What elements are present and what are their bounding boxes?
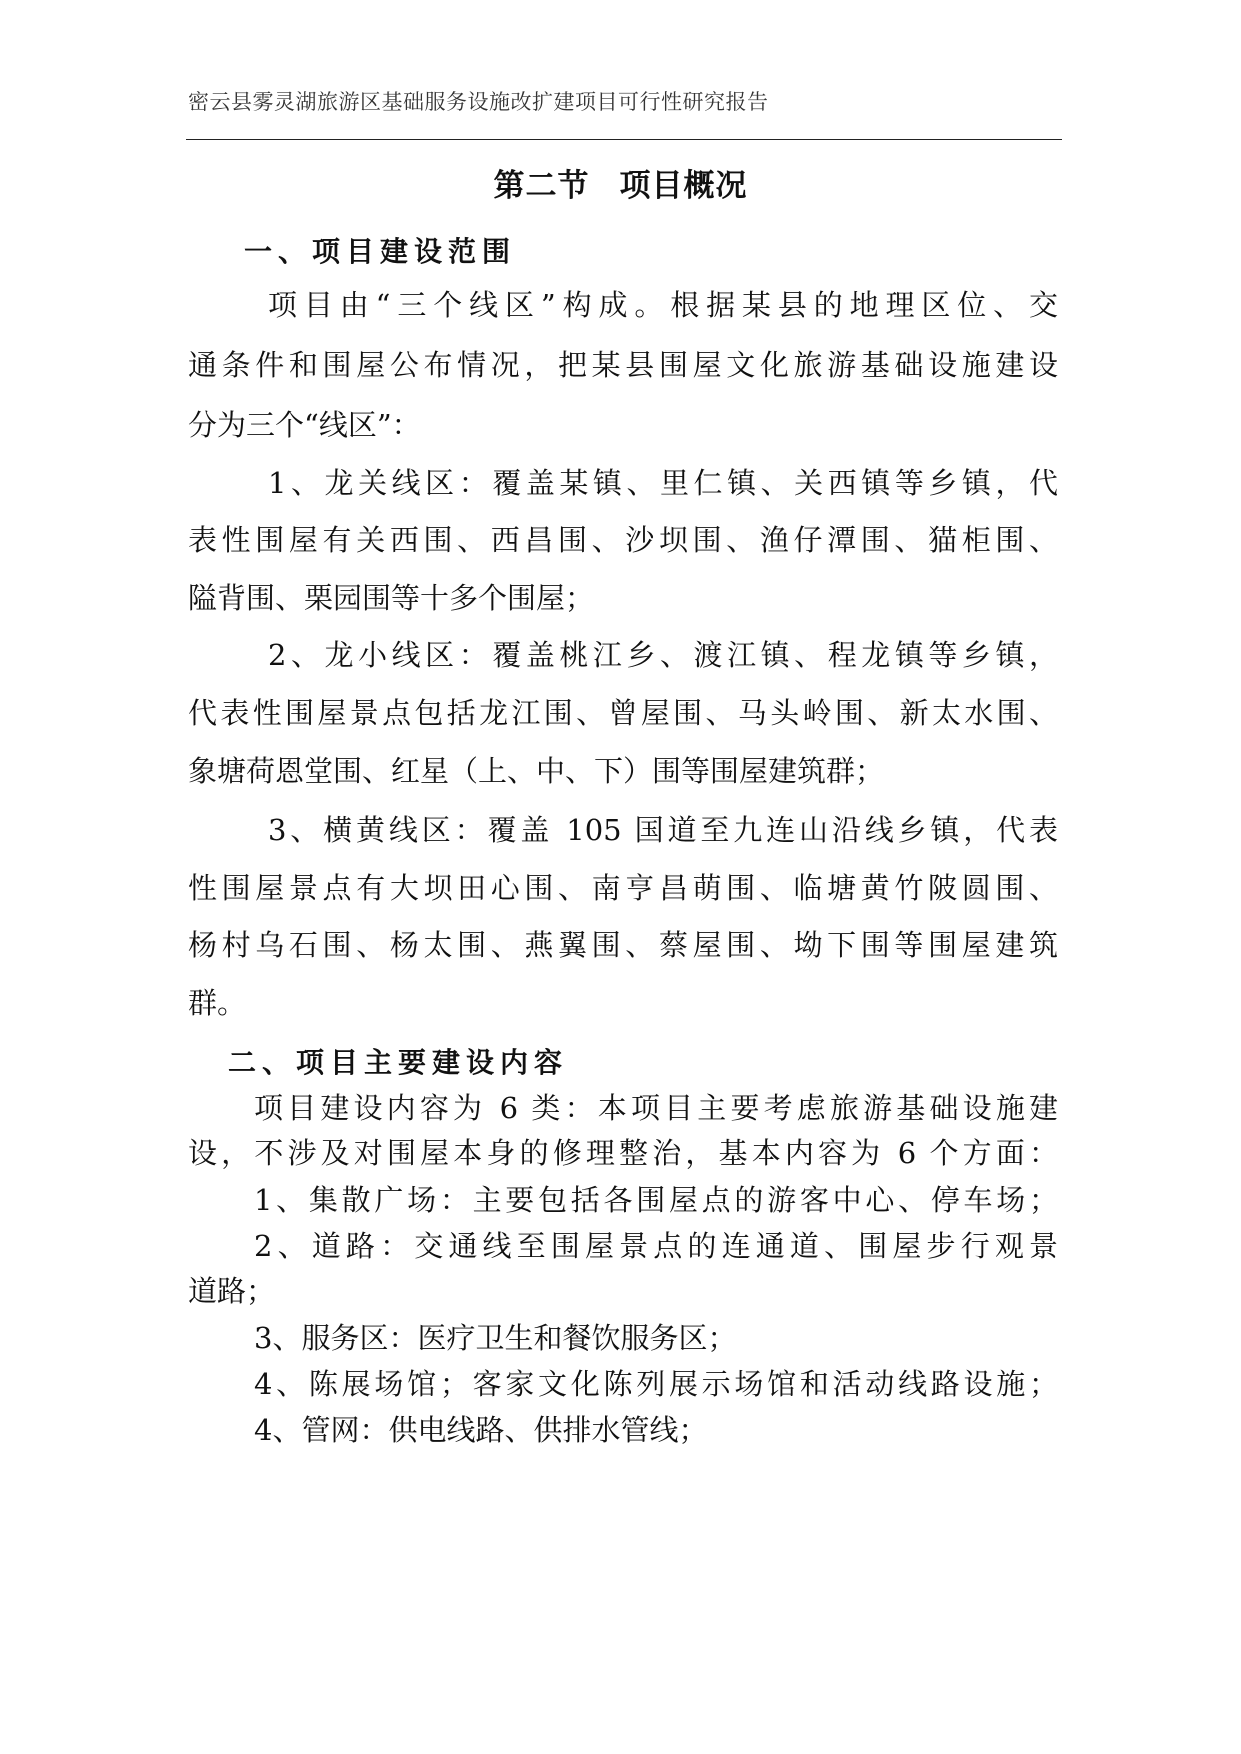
heading-construction-scope: 一、项目建设范围 xyxy=(244,235,517,268)
list-item-line: 群。 xyxy=(188,986,247,1020)
section-title xyxy=(0,160,1241,205)
list-item-line: 象塘荷恩堂围、红星（上、中、下）围等围屋建筑群； xyxy=(188,754,885,788)
list-item-line: 1、集散广场：主要包括各围屋点的游客中心、停车场； xyxy=(254,1183,1058,1217)
paragraph-line: 设，不涉及对围屋本身的修理整治，基本内容为 6 个方面： xyxy=(188,1136,1058,1170)
header-divider xyxy=(186,139,1062,140)
paragraph-line: 项目由“三个线区”构成。根据某县的地理区位、交 xyxy=(268,288,1058,322)
running-header: 密云县雾灵湖旅游区基础服务设施改扩建项目可行性研究报告 xyxy=(188,90,769,114)
list-item-line: 代表性围屋景点包括龙江围、曾屋围、马头岭围、新太水围、 xyxy=(188,696,1058,730)
list-item-line: 2、龙小线区：覆盖桃江乡、渡江镇、程龙镇等乡镇， xyxy=(268,638,1058,672)
list-item-line: 2、道路：交通线至围屋景点的连通道、围屋步行观景 xyxy=(254,1229,1058,1263)
list-item-line: 表性围屋有关西围、西昌围、沙坝围、渔仔潭围、猫柜围、 xyxy=(188,523,1058,557)
section-name: 项目概况 xyxy=(619,168,748,204)
section-number: 第二节 xyxy=(493,168,590,204)
list-item-line: 3、服务区：医疗卫生和餐饮服务区； xyxy=(254,1321,737,1355)
heading-main-content: 二、项目主要建设内容 xyxy=(228,1046,569,1079)
list-item-line: 3、横黄线区：覆盖 105 国道至九连山沿线乡镇，代表 xyxy=(268,813,1058,847)
list-item-line: 1、龙关线区：覆盖某镇、里仁镇、关西镇等乡镇，代 xyxy=(268,466,1058,500)
list-item-line: 道路； xyxy=(188,1274,276,1308)
list-item-line: 4、陈展场馆；客家文化陈列展示场馆和活动线路设施； xyxy=(254,1367,1058,1401)
paragraph-line: 项目建设内容为 6 类：本项目主要考虑旅游基础设施建 xyxy=(254,1091,1058,1125)
list-item-line: 杨村乌石围、杨太围、燕翼围、蔡屋围、坳下围等围屋建筑 xyxy=(188,928,1058,962)
list-item-line: 性围屋景点有大坝田心围、南亨昌萌围、临塘黄竹陂圆围、 xyxy=(188,871,1058,905)
paragraph-line: 分为三个“线区”： xyxy=(188,408,421,442)
list-item-line: 4、管网：供电线路、供排水管线； xyxy=(254,1413,708,1447)
paragraph-line: 通条件和围屋公布情况，把某县围屋文化旅游基础设施建设 xyxy=(188,348,1058,382)
list-item-line: 隘背围、栗园围等十多个围屋； xyxy=(188,581,595,615)
